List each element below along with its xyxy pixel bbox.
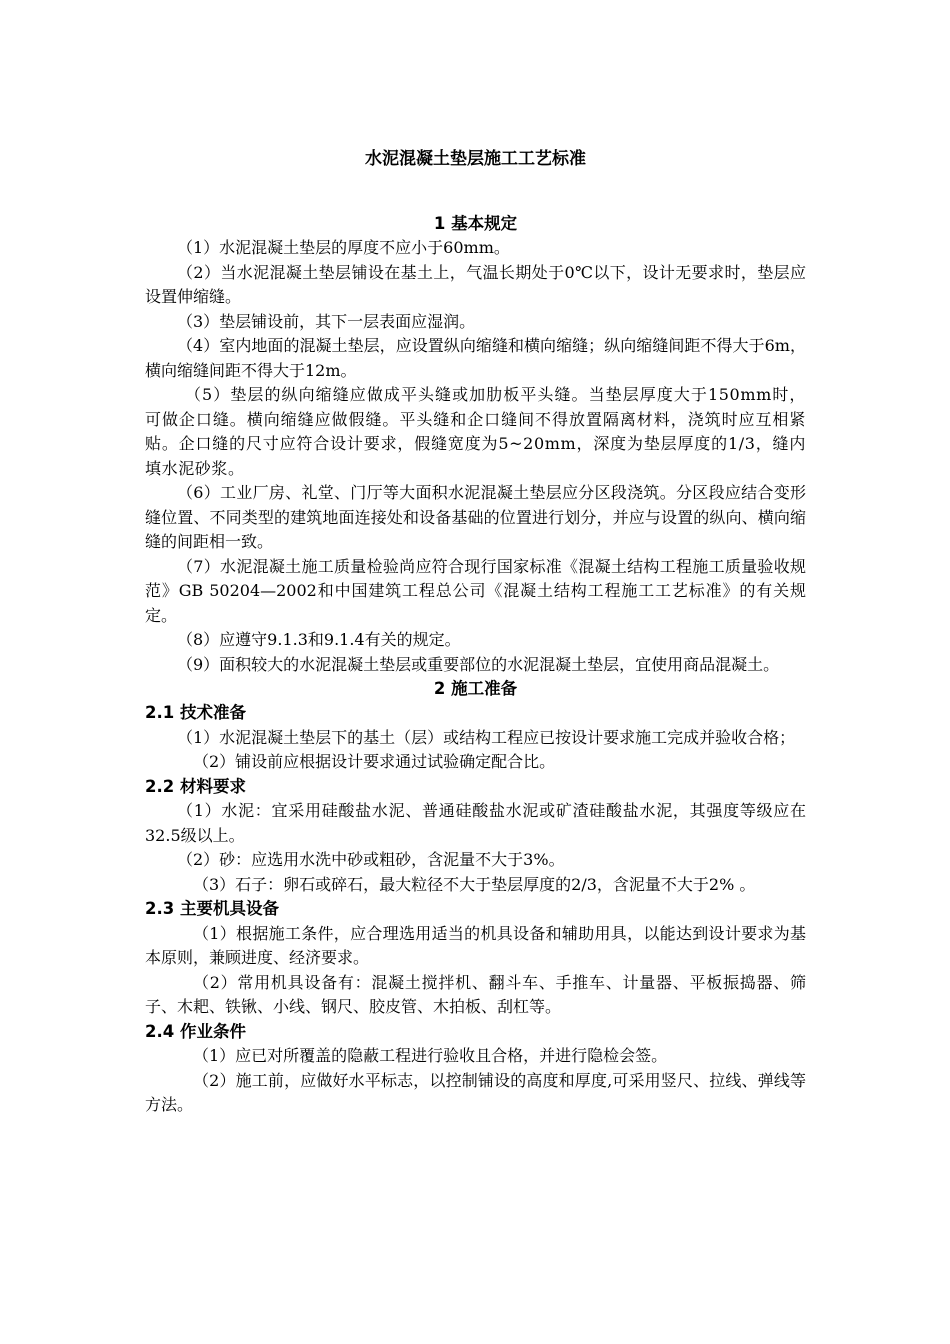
- paragraph: （1）水泥混凝土垫层的厚度不应小于60mm。: [177, 238, 510, 257]
- paragraph: （2）当水泥混凝土垫层铺设在基土上，气温长期处于0℃以下，设计无要求时，垫层应设置伸缩缝。: [145, 262, 806, 306]
- subsection-2-1-heading: 2.1 技术准备: [145, 703, 246, 722]
- subsection-2-3-heading: 2.3 主要机具设备: [145, 899, 279, 918]
- paragraph: （3）石子：卵石或碎石，最大粒径不大于垫层厚度的2/3，含泥量不大于2% 。: [193, 874, 756, 894]
- paragraph: （1）根据施工条件，应合理选用适当的机具设备和辅助用具，以能达到设计要求为基本原则，兼顾进度、经济要求。: [145, 923, 806, 967]
- paragraph: （1）水泥：宜采用硅酸盐水泥、普通硅酸盐水泥或矿渣硅酸盐水泥，其强度等级应在32.5级以上。: [145, 801, 806, 845]
- paragraph: （8）应遵守9.1.3和9.1.4有关的规定。: [177, 630, 461, 649]
- paragraph: （5）垫层的纵向缩缝应做成平头缝或加肋板平头缝。当垫层厚度大于150mm时，可做企口缝。横向缩缝应做假缝。平头缝和企口缝间不得放置隔离材料，浇筑时应互相紧贴。企口缝的尺寸应符合设计要求，假缝宽度为5~20mm，深度为垫层厚度的1/3，缝内填水泥砂浆。: [145, 385, 806, 478]
- subsection-2-2-heading: 2.2 材料要求: [145, 776, 246, 796]
- document-body: [145, 146, 806, 1118]
- document-title: 水泥混凝土垫层施工工艺标准: [365, 149, 586, 169]
- paragraph: （6）工业厂房、礼堂、门厅等大面积水泥混凝土垫层应分区段浇筑。分区段应结合变形缝位置、不同类型的建筑地面连接处和设备基础的位置进行划分，并应与设置的纵向、横向缩缝的间距相一致。: [145, 483, 806, 551]
- paragraph: （2）砂：应选用水洗中砂或粗砂，含泥量不大于3%。: [177, 850, 565, 869]
- paragraph: （3）垫层铺设前，其下一层表面应湿润。: [177, 311, 476, 331]
- paragraph: （2）铺设前应根据设计要求通过试验确定配合比。: [193, 752, 556, 771]
- section-2-heading: 2 施工准备: [433, 679, 518, 698]
- paragraph: （1）水泥混凝土垫层下的基土（层）或结构工程应已按设计要求施工完成并验收合格；: [177, 727, 796, 747]
- paragraph: （2）常用机具设备有：混凝土搅拌机、翻斗车、手推车、计量器、平板振捣器、筛子、木耙、铁锹、小线、钢尺、胶皮管、木拍板、刮杠等。: [145, 972, 806, 1016]
- paragraph: （7）水泥混凝土施工质量检验尚应符合现行国家标准《混凝土结构工程施工质量验收规范》GB 50204—2002和中国建筑工程总公司《混凝土结构工程施工工艺标准》的有关规定。: [145, 556, 806, 625]
- paragraph: （4）室内地面的混凝土垫层，应设置纵向缩缝和横向缩缝；纵向缩缝间距不得大于6m，横向缩缝间距不得大于12m。: [145, 336, 806, 380]
- paragraph: （1）应已对所覆盖的隐蔽工程进行验收且合格，并进行隐检会签。: [193, 1046, 668, 1065]
- paragraph: （9）面积较大的水泥混凝土垫层或重要部位的水泥混凝土垫层，宜使用商品混凝土。: [177, 654, 780, 674]
- paragraph: （2）施工前，应做好水平标志，以控制铺设的高度和厚度,可采用竖尺、拉线、弹线等方法。: [145, 1070, 806, 1114]
- section-1-heading: 1 基本规定: [433, 214, 518, 233]
- subsection-2-4-heading: 2.4 作业条件: [145, 1021, 246, 1041]
